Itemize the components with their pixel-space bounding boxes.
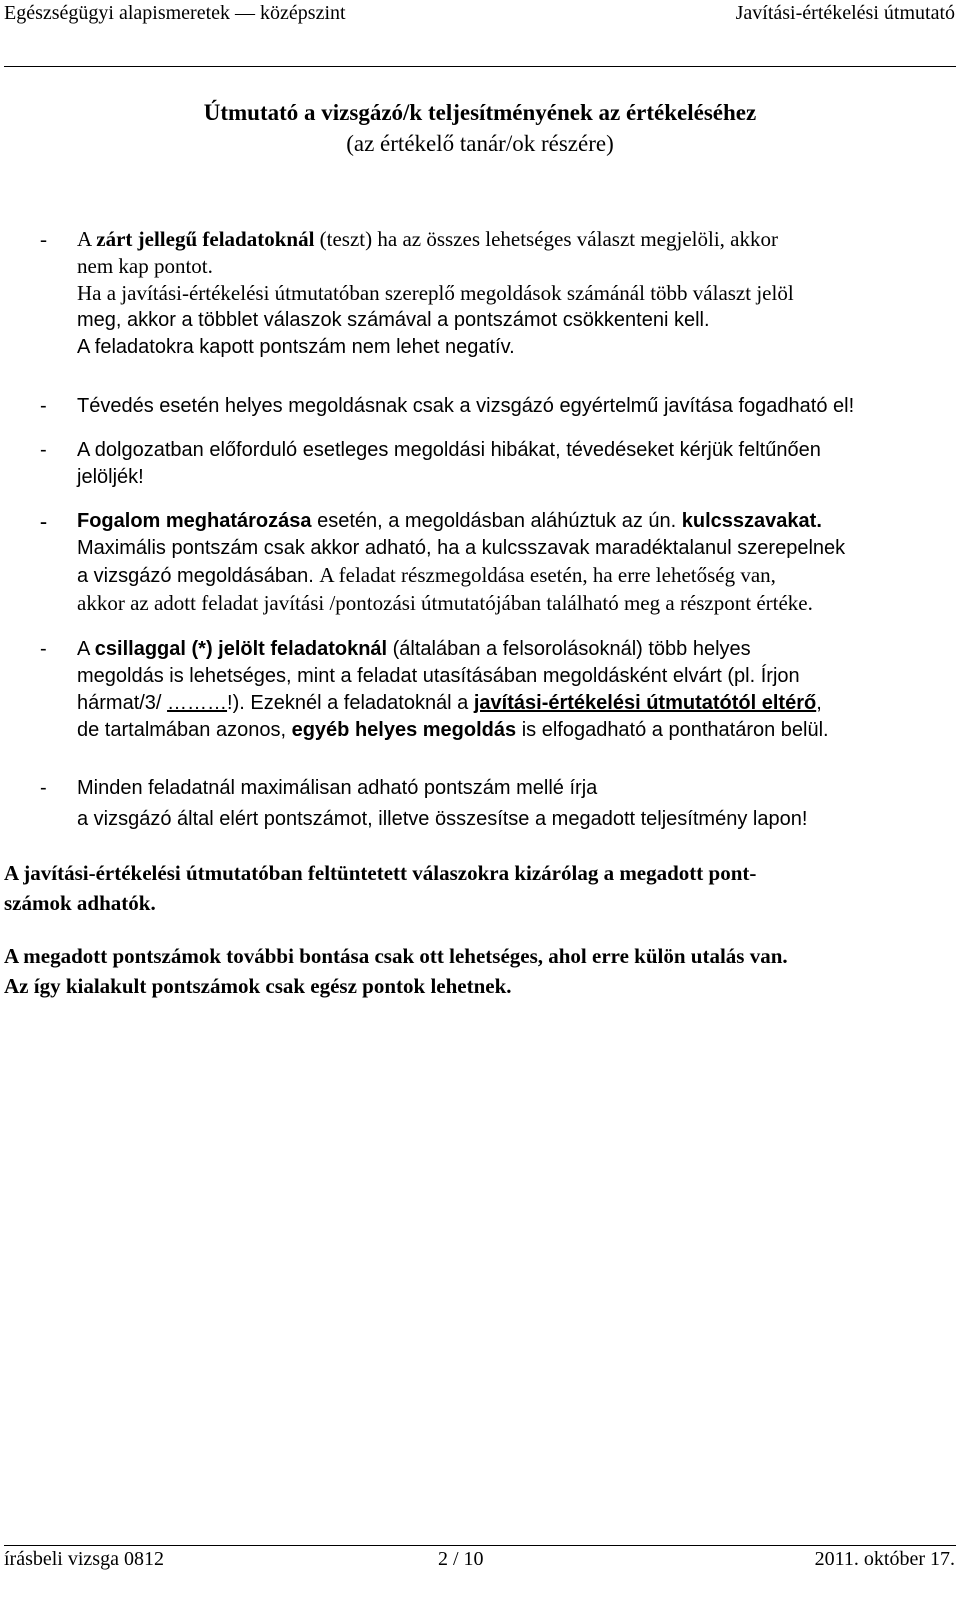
bold-run: csillaggal (*) jelölt feladatoknál bbox=[94, 638, 388, 660]
bold-run: egyéb helyes megoldás bbox=[291, 719, 517, 741]
bullet-text bbox=[77, 226, 947, 361]
bullet-dash: - bbox=[40, 777, 47, 799]
footer-date: 2011. október 17. bbox=[814, 1548, 955, 1570]
text-line: Ha a javítási-értékelési útmutatóban szereplő megoldások számánál több választ jelöl bbox=[77, 281, 794, 305]
text-run: A bbox=[77, 227, 97, 251]
footer-page-number: 2 / 10 bbox=[438, 1548, 484, 1570]
header-right: Javítási-értékelési útmutató bbox=[735, 2, 955, 24]
text-line: meg, akkor a többlet válaszok számával a pontszámot csökkenteni kell. bbox=[77, 309, 710, 331]
bullet-dash: - bbox=[40, 395, 47, 417]
text-run: a vizsgázó megoldásában. bbox=[77, 565, 320, 587]
bullet-text: Tévedés esetén helyes megoldásnak csak a vizsgázó egyértelmű javítása fogadható el! bbox=[77, 395, 855, 417]
bold-run: zárt jellegű feladatoknál bbox=[96, 227, 315, 251]
text-line: A feladatokra kapott pontszám nem lehet negatív. bbox=[77, 336, 515, 358]
text-line: a vizsgázó által elért pontszámot, illetve összesítse a megadott teljesítmény lapon! bbox=[77, 808, 808, 830]
scoring-rule-paragraph bbox=[4, 858, 929, 918]
text-run: (teszt) ha az összes lehetséges választ megjelöli, akkor bbox=[314, 227, 778, 251]
page-subtitle: (az értékelő tanár/ok részére) bbox=[346, 131, 614, 156]
text-run: A bbox=[77, 638, 95, 660]
bullet-dash: - bbox=[40, 227, 47, 251]
underlined-run: ……… bbox=[167, 692, 228, 714]
bullet-text bbox=[77, 437, 947, 491]
text-line bbox=[77, 508, 947, 535]
text-line bbox=[77, 717, 947, 744]
text-line: A megadott pontszámok további bontása csak ott lehetséges, ahol erre külön utalás van. bbox=[4, 944, 788, 968]
text-line: nem kap pontot. bbox=[77, 254, 213, 278]
text-run: is elfogadható a ponthatáron belül. bbox=[516, 719, 829, 741]
text-run: de tartalmában azonos, bbox=[77, 719, 292, 741]
text-line bbox=[77, 690, 947, 717]
text-line: megoldás is lehetséges, mint a feladat utasításában megoldásként elvárt (pl. Írjon bbox=[77, 665, 800, 687]
bullet-dash: - bbox=[40, 439, 47, 461]
text-line: számok adhatók. bbox=[4, 891, 156, 915]
page-header bbox=[0, 2, 960, 32]
header-left: Egészségügyi alapismeretek — középszint bbox=[4, 2, 346, 24]
text-run: !). Ezeknél a feladatoknál a bbox=[227, 692, 474, 714]
text-line: Az így kialakult pontszámok csak egész pontok lehetnek. bbox=[4, 974, 512, 998]
bold-underlined-run: javítási-értékelési útmutatótól eltérő bbox=[473, 692, 817, 714]
footer-exam-code: írásbeli vizsga 0812 bbox=[4, 1548, 164, 1570]
text-run: esetén, a megoldásban aláhúztuk az ún. bbox=[311, 510, 682, 532]
text-line: A dolgozatban előforduló esetleges megoldási hibákat, tévedéseket kérjük feltűnően bbox=[77, 439, 821, 461]
bullet-dash: - bbox=[40, 509, 47, 533]
text-run: (általában a felsorolásoknál) több helyes bbox=[387, 638, 751, 660]
points-breakdown-paragraph bbox=[4, 941, 929, 1001]
bullet-text bbox=[77, 636, 947, 744]
text-line: Minden feladatnál maximálisan adható pontszám mellé írja bbox=[77, 777, 598, 799]
bold-run: Fogalom meghatározása bbox=[77, 510, 312, 532]
text-line bbox=[77, 562, 947, 590]
text-line: akkor az adott feladat javítási /pontozási útmutatójában található meg a részpont értéke. bbox=[77, 591, 813, 615]
bold-run: kulcsszavakat. bbox=[681, 510, 822, 532]
header-rule bbox=[4, 66, 956, 67]
text-run: , bbox=[816, 692, 822, 714]
bullet-dash: - bbox=[40, 638, 47, 660]
bullet-text bbox=[77, 775, 947, 833]
footer-rule bbox=[4, 1545, 956, 1546]
text-run: A feladat részmegoldása esetén, ha erre lehetőség van, bbox=[319, 563, 776, 587]
bullet-text bbox=[77, 508, 947, 617]
page-title: Útmutató a vizsgázó/k teljesítményének az értékeléséhez bbox=[203, 100, 757, 125]
text-line bbox=[77, 226, 947, 253]
text-run: hármat/3/ bbox=[77, 692, 168, 714]
text-line: Maximális pontszám csak akkor adható, ha a kulcsszavak maradéktalanul szerepelnek bbox=[77, 537, 846, 559]
text-line: A javítási-értékelési útmutatóban feltüntetett válaszokra kizárólag a megadott pont- bbox=[4, 861, 757, 885]
text-line: jelöljék! bbox=[77, 466, 144, 488]
text-line bbox=[77, 636, 947, 663]
